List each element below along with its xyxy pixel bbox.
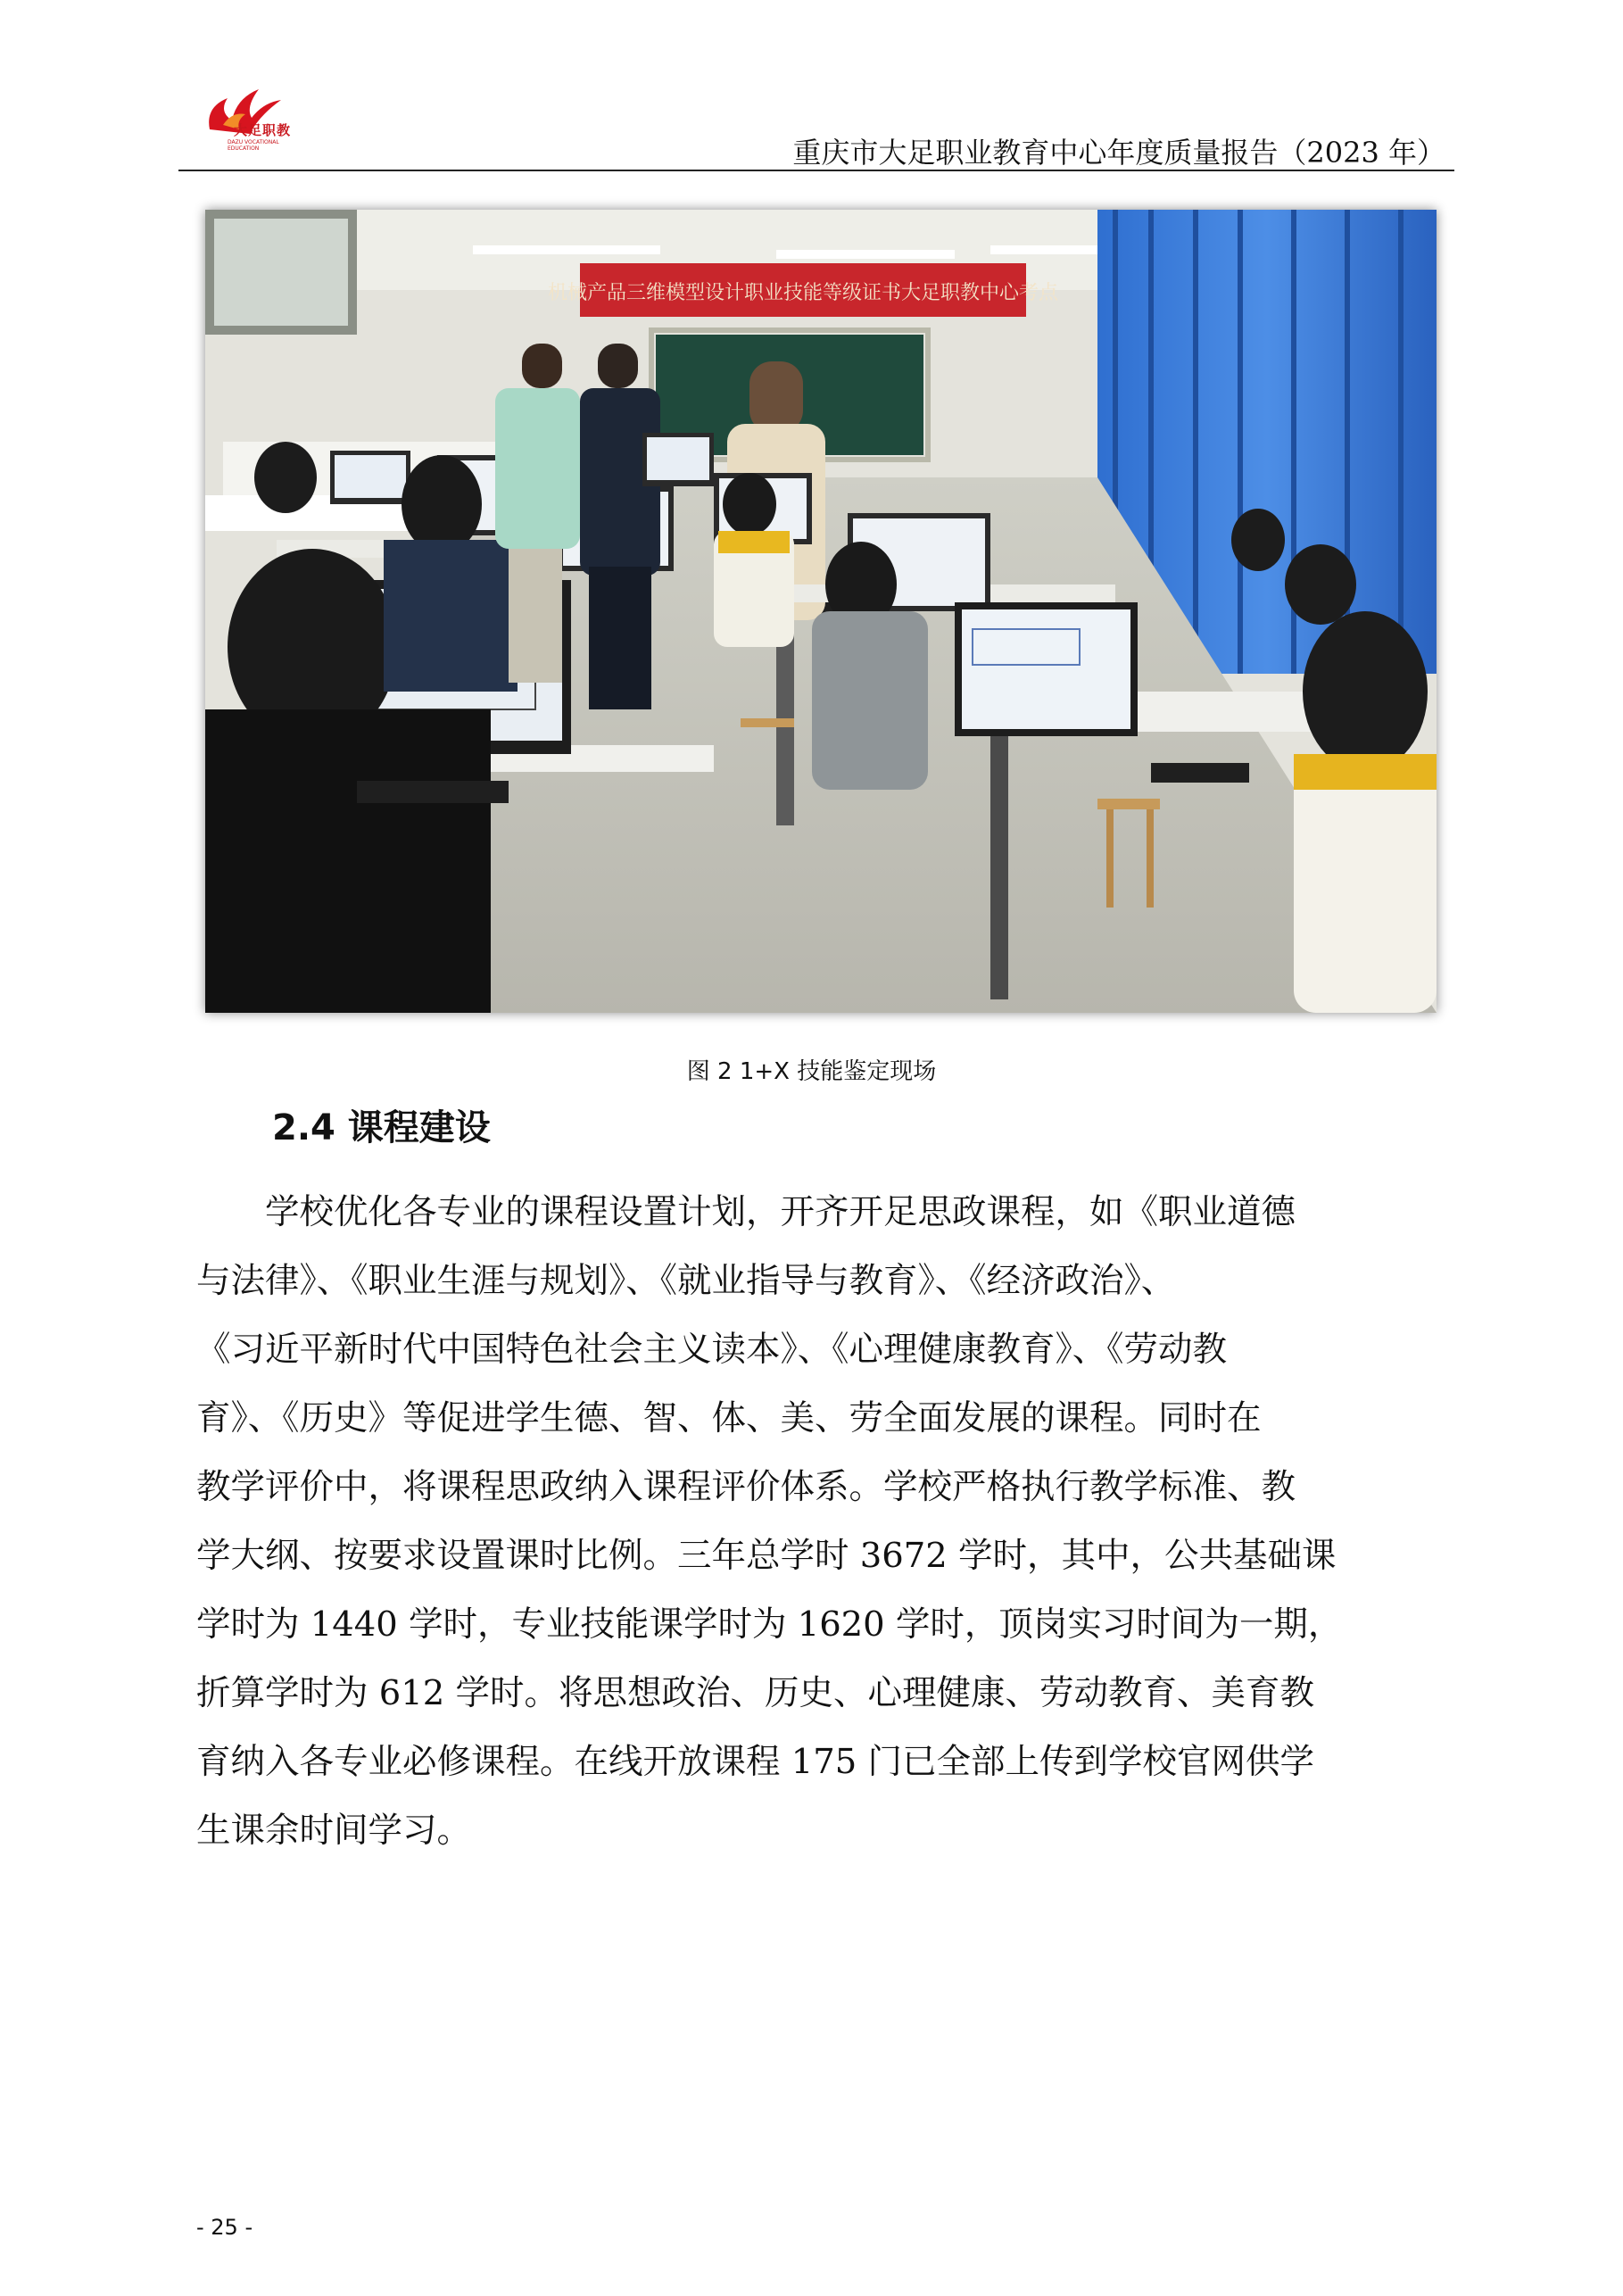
section-heading: 2.4 课程建设 (272, 1107, 491, 1148)
banner-text: 机械产品三维模型设计职业技能等级证书大足职教中心考点 (547, 282, 1059, 304)
header-divider (178, 170, 1454, 171)
page-number: - 25 - (196, 2215, 253, 2240)
figure-caption: 图 2 1+X 技能鉴定现场 (686, 1058, 937, 1085)
body-line: 育》、《历史》等促进学生德、智、体、美、劳全面发展的课程。同时在 (196, 1398, 1262, 1438)
classroom-illustration (205, 210, 1437, 1013)
page-header (178, 80, 1454, 170)
logo-subtext: DAZU VOCATIONAL EDUCATION (228, 139, 279, 152)
body-line: 折算学时为 612 学时。将思想政治、历史、心理健康、劳动教育、美育教 (196, 1673, 1314, 1713)
body-line: 学大纲、按要求设置课时比例。三年总学时 3672 学时，其中，公共基础课 (196, 1536, 1337, 1576)
classroom-photo (205, 210, 1437, 1013)
report-title: 重庆市大足职业教育中心年度质量报告（2023 年） (792, 136, 1445, 170)
body-line: 学校优化各专业的课程设置计划，开齐开足思政课程，如《职业道德 (265, 1192, 1296, 1232)
body-line: 育纳入各专业必修课程。在线开放课程 175 门已全部上传到学校官网供学 (196, 1742, 1314, 1782)
section-body (196, 1178, 1437, 1865)
body-line: 生课余时间学习。 (196, 1811, 472, 1851)
school-logo (196, 80, 294, 152)
body-line: 《习近平新时代中国特色社会主义读本》、《心理健康教育》、《劳动教 (196, 1330, 1228, 1370)
body-line: 与法律》、《职业生涯与规划》、《就业指导与教育》、《经济政治》、 (196, 1261, 1176, 1301)
body-line: 学时为 1440 学时，专业技能课学时为 1620 学时，顶岗实习时间为一期， (196, 1604, 1343, 1645)
body-line: 教学评价中，将课程思政纳入课程评价体系。学校严格执行教学标准、教 (196, 1467, 1296, 1507)
logo-text: 大足职教 (234, 122, 292, 138)
